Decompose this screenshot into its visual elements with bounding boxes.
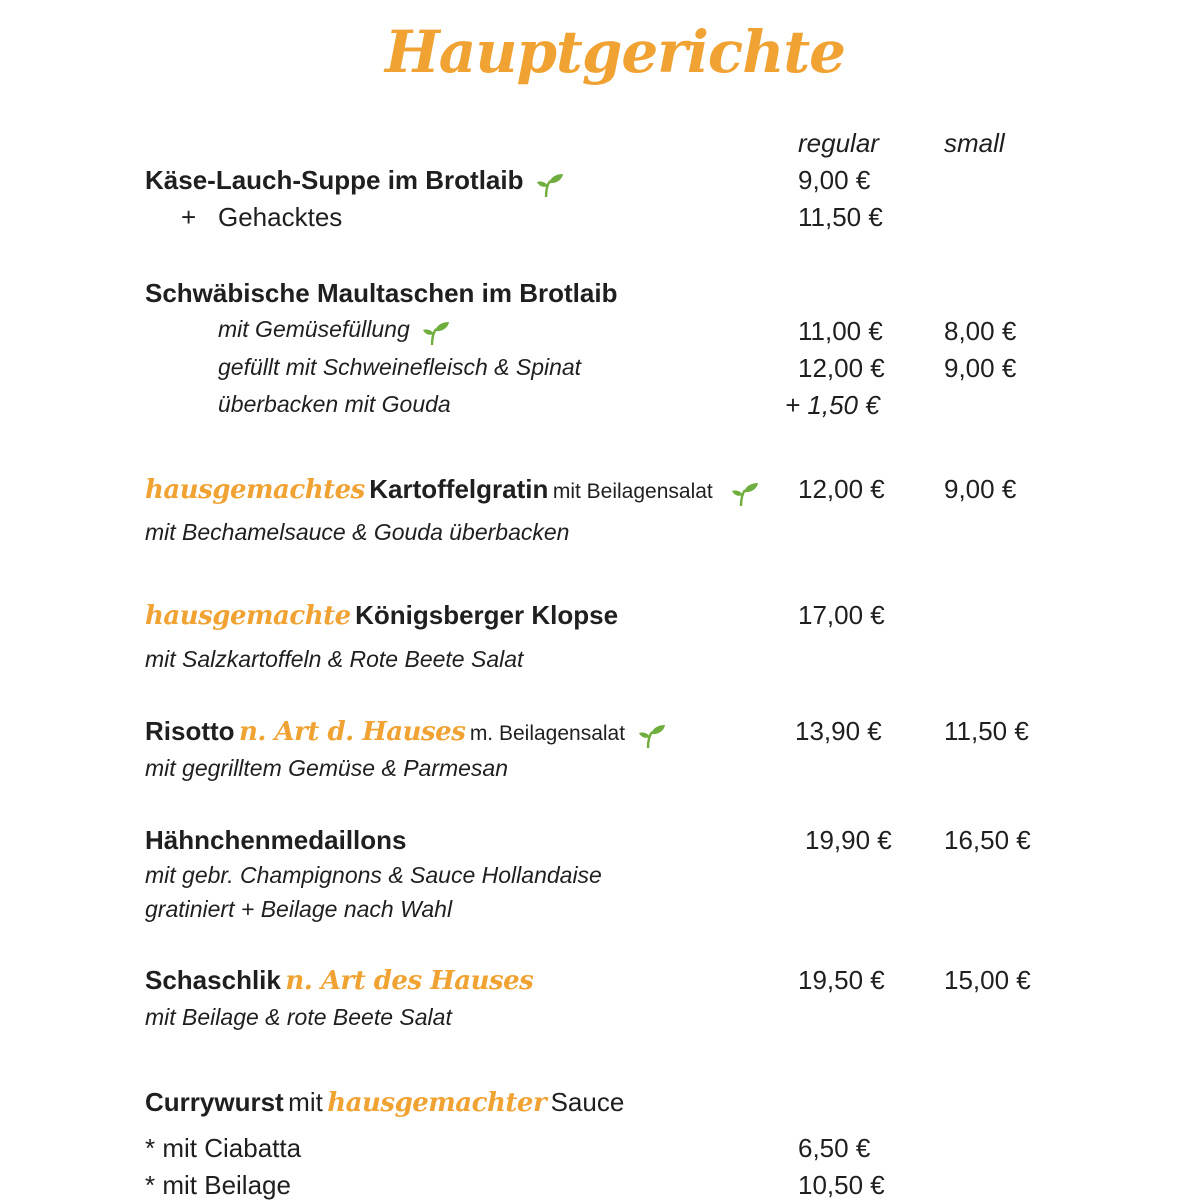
item-description: mit Salzkartoffeln & Rote Beete Salat — [145, 646, 524, 672]
item-description: mit Beilage & rote Beete Salat — [145, 1004, 452, 1030]
item-name: Kartoffelgratin — [369, 474, 549, 504]
variant-gemuese: mit Gemüsefüllung — [218, 316, 450, 346]
script-word: hausgemachtes — [145, 475, 365, 505]
price-regular: 13,90 € — [795, 716, 882, 746]
script-word: hausgemachter — [327, 1088, 547, 1118]
variant-gouda: überbacken mit Gouda — [218, 391, 451, 417]
price-small: 11,50 € — [944, 716, 1029, 746]
price-regular: 19,90 € — [805, 825, 892, 855]
script-word: n. Art d. Hauses — [239, 717, 466, 747]
variant-beilage: * mit Beilage — [145, 1170, 291, 1200]
item-name: Risotto — [145, 716, 235, 746]
item-name: Königsberger Klopse — [355, 600, 619, 630]
price-small: 9,00 € — [944, 474, 1017, 504]
item-suffix: m. Beilagensalat — [469, 722, 626, 745]
price-regular: 12,00 € — [798, 353, 885, 383]
column-header-small: small — [944, 128, 1005, 158]
price-regular: 19,50 € — [798, 965, 885, 995]
column-header-regular: regular — [798, 128, 879, 158]
price-regular: 6,50 € — [798, 1133, 871, 1163]
menu-item-gratin — [145, 474, 759, 507]
price-small: 16,50 € — [944, 825, 1031, 855]
variant-ciabatta: * mit Ciabatta — [145, 1133, 302, 1163]
item-description: mit Bechamelsauce & Gouda überbacken — [145, 519, 570, 545]
price-regular: 12,00 € — [798, 474, 885, 504]
price-regular: 9,00 € — [798, 165, 871, 195]
item-name: Käse-Lauch-Suppe im Brotlaib — [145, 165, 524, 195]
item-name: Currywurst — [145, 1087, 284, 1117]
menu-item-klopse — [145, 600, 618, 631]
script-word: hausgemachte — [145, 601, 351, 631]
item-description: mit gebr. Champignons & Sauce Hollandaise — [145, 862, 602, 888]
sprout-icon — [536, 172, 564, 198]
item-name: Schaschlik — [145, 965, 281, 995]
item-suffix: mit Beilagensalat — [552, 480, 713, 503]
price-small: 15,00 € — [944, 965, 1031, 995]
item-description: gratiniert + Beilage nach Wahl — [145, 896, 453, 922]
menu-item-schaschlik — [145, 965, 533, 996]
addon-plus: + — [181, 202, 197, 232]
script-word: n. Art des Hauses — [285, 966, 534, 996]
sprout-icon — [731, 481, 759, 507]
variant-schwein: gefüllt mit Schweinefleisch & Spinat — [218, 354, 582, 380]
price-regular: 10,50 € — [798, 1170, 885, 1200]
price-small: 9,00 € — [944, 353, 1017, 383]
sprout-icon — [422, 320, 450, 346]
price-addon: + 1,50 € — [785, 390, 880, 420]
price-small: 8,00 € — [944, 316, 1017, 346]
addon-price: 11,50 € — [798, 202, 883, 232]
sprout-icon — [638, 723, 666, 749]
menu-item-risotto — [145, 716, 666, 749]
menu-item-suppe — [145, 165, 564, 198]
item-description: mit gegrilltem Gemüse & Parmesan — [145, 755, 509, 781]
item-name-haehnchen: Hähnchenmedaillons — [145, 825, 407, 855]
price-regular: 11,00 € — [798, 316, 883, 346]
menu-item-currywurst: Currywurst mit hausgemachter Sauce — [145, 1087, 625, 1118]
item-name-maultaschen: Schwäbische Maultaschen im Brotlaib — [145, 278, 618, 308]
addon-name: Gehacktes — [218, 202, 343, 232]
price-regular: 17,00 € — [798, 600, 885, 630]
page-title: Hauptgerichte — [384, 18, 846, 86]
